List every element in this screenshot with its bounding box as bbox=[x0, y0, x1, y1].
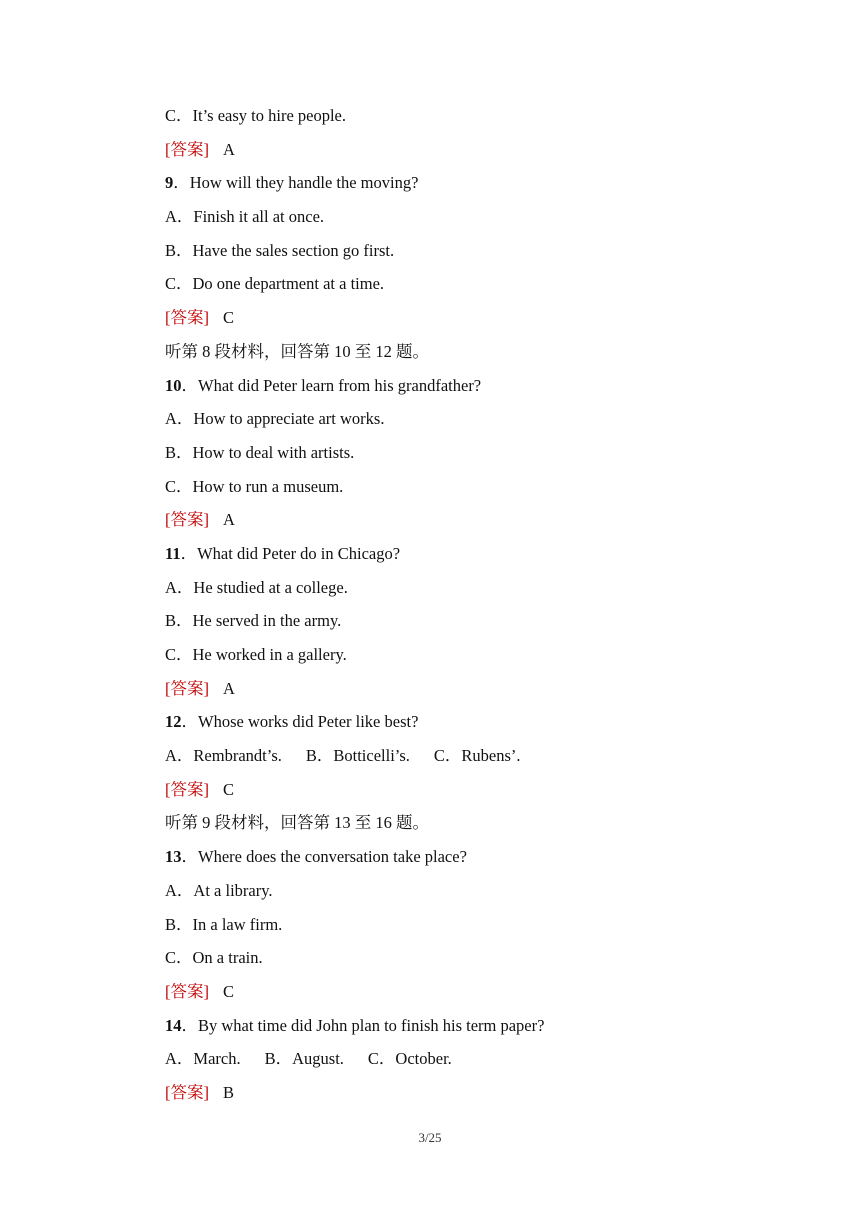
option-item: A．Rembrandt’s. bbox=[165, 746, 282, 766]
text-line: C．He worked in a gallery. bbox=[165, 645, 347, 664]
question-text: ．How will they handle the moving? bbox=[173, 173, 419, 193]
answer-tag: [答案] bbox=[165, 1082, 209, 1102]
question-text: ．Whose works did Peter like best? bbox=[181, 712, 419, 732]
text-line: B．Have the sales section go first. bbox=[165, 240, 395, 260]
text-line: C．Do one department at a time. bbox=[165, 274, 385, 294]
answer-line bbox=[165, 672, 725, 706]
option-item: C．October. bbox=[367, 1049, 452, 1069]
text-line: A．Finish it all at once. bbox=[165, 207, 325, 227]
document-body bbox=[165, 99, 725, 1110]
question-number: 12 bbox=[165, 712, 182, 732]
question-text: ．Where does the conversation take place? bbox=[181, 847, 467, 867]
answer-tag: [答案] bbox=[165, 308, 209, 328]
answer-tag: [答案] bbox=[165, 510, 209, 530]
question-number: 11 bbox=[165, 543, 181, 563]
answer-line bbox=[165, 773, 725, 807]
question-line bbox=[165, 840, 725, 874]
text-line: A．He studied at a college. bbox=[165, 577, 348, 597]
text-line: A．How to appreciate art works. bbox=[165, 409, 385, 429]
answer-value: C bbox=[223, 779, 235, 799]
option-item: C．Rubens’. bbox=[433, 746, 521, 766]
answer-line bbox=[165, 975, 725, 1009]
option-item: B．Botticelli’s. bbox=[305, 746, 410, 766]
question-number: 13 bbox=[165, 847, 182, 867]
text-line: C．It’s easy to hire people. bbox=[165, 106, 347, 125]
question-line bbox=[165, 537, 725, 571]
answer-tag: [答案] bbox=[165, 779, 209, 799]
options-line bbox=[165, 1042, 725, 1076]
answer-tag: [答案] bbox=[165, 139, 209, 159]
answer-line bbox=[165, 503, 725, 537]
answer-tag: [答案] bbox=[165, 678, 209, 698]
text-line: C．How to run a museum. bbox=[165, 476, 344, 496]
answer-line bbox=[165, 133, 725, 167]
answer-value: A bbox=[223, 510, 235, 530]
text-line: 听第 9 段材料，回答第 13 至 16 题。 bbox=[165, 813, 429, 833]
answer-value: C bbox=[223, 981, 235, 1001]
page-number: 3/25 bbox=[418, 1130, 442, 1145]
question-text: ．What did Peter do in Chicago? bbox=[180, 543, 401, 563]
question-line bbox=[165, 705, 725, 739]
text-line: B．How to deal with artists. bbox=[165, 442, 355, 462]
question-number: 9 bbox=[165, 173, 174, 193]
option-item: B．August. bbox=[264, 1049, 344, 1069]
answer-tag: [答案] bbox=[165, 981, 209, 1001]
question-text: ．By what time did John plan to finish his term paper? bbox=[181, 1015, 545, 1035]
text-line: B．He served in the army. bbox=[165, 611, 342, 631]
answer-value: C bbox=[223, 308, 235, 328]
question-text: ．What did Peter learn from his grandfather? bbox=[181, 375, 482, 395]
question-line bbox=[165, 369, 725, 403]
text-line: C．On a train. bbox=[165, 948, 263, 968]
answer-line bbox=[165, 301, 725, 335]
option-item: A．March. bbox=[165, 1049, 241, 1069]
answer-value: A bbox=[223, 139, 235, 159]
text-line: B．In a law firm. bbox=[165, 914, 283, 934]
text-line: 听第 8 段材料，回答第 10 至 12 题。 bbox=[165, 341, 429, 361]
question-line bbox=[165, 1009, 725, 1043]
text-line: A．At a library. bbox=[165, 880, 273, 900]
question-line bbox=[165, 166, 725, 200]
question-number: 14 bbox=[165, 1015, 182, 1035]
question-number: 10 bbox=[165, 375, 182, 395]
answer-value: B bbox=[223, 1082, 235, 1102]
options-line bbox=[165, 739, 725, 773]
answer-line bbox=[165, 1076, 725, 1110]
answer-value: A bbox=[223, 678, 235, 698]
